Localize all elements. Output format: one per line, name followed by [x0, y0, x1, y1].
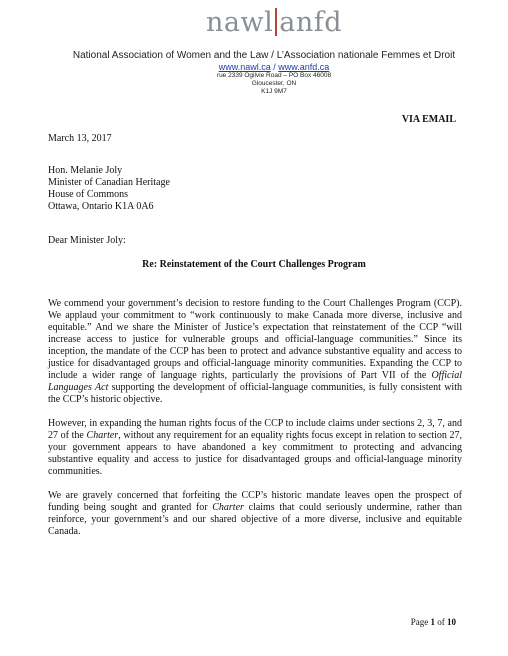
paragraph-3: We are gravely concerned that forfeiting the CCP’s historic mandate leaves open the prospect of funding being sought and granted for Charter claims that could seriously undermine, rather than reinforce, your government’s and our shared objective of a more diverse, inclusive and equitable Canada. — [48, 490, 462, 537]
paragraph-1: We commend your government’s decision to restore funding to the Court Challenges Program (CCP). We applaud your commitment to “work continuously to make Canada more diverse, inclusive and equitable.” And we share the Minister of Justice’s expectation that reinstatement of the CCP “will increase access to justice for vulnerable groups and official-language communities.” Since its inception, the mandate of the CCP has been to protect and advance substantive equality and access to justice for disadvantaged groups and official-language minority communities. Expanding the CCP to include a wider range of language rights, particularly the provisions of Part VII of the Official Languages Act supporting the development of official-language communities, is fully consistent with the CCP’s historic objective. — [48, 298, 462, 405]
recipient-block — [48, 165, 170, 213]
address-line-2: Gloucester, ON — [251, 80, 297, 87]
salutation: Dear Minister Joly: — [48, 235, 126, 246]
via-email-label: VIA EMAIL — [401, 114, 456, 125]
recipient-name: Hon. Melanie Joly — [48, 165, 123, 176]
letter-date: March 13, 2017 — [48, 133, 112, 144]
link-separator: / — [270, 62, 279, 72]
paragraph-2: However, in expanding the human rights focus of the CCP to include claims under sections 2, 3, 7, and 27 of the Charter, without any requirement for an equality rights focus except in relation to section 27, your government appears to have abandoned a key commitment to protecting and advancing substantive equality and access to justice for disadvantaged groups and official-language minority communities. — [48, 418, 463, 477]
letterhead — [0, 8, 508, 96]
subject-line: Re: Reinstatement of the Court Challenges Program — [142, 259, 366, 270]
link-nawl[interactable]: www.nawl.ca — [218, 62, 271, 72]
website-links — [40, 62, 508, 72]
recipient-title: Minister of Canadian Heritage — [48, 177, 170, 188]
logo-divider — [275, 8, 277, 36]
logo-text-left: nawl — [206, 7, 274, 38]
address-line-1: rue 2339 Ogilvie Road – PO Box 46008 — [216, 72, 332, 79]
link-anfd[interactable]: www.anfd.ca — [278, 62, 330, 72]
page-number: Page 1 of 10 — [410, 617, 456, 627]
nawl-anfd-logo — [40, 8, 508, 38]
letter-body — [48, 298, 462, 550]
logo-text-right: anfd — [279, 7, 342, 38]
organization-name: National Association of Women and the Law / L’Association nationale Femmes et Droit — [72, 50, 456, 61]
address-line-3: K1J 9M7 — [261, 88, 287, 95]
recipient-city: Ottawa, Ontario K1A 0A6 — [48, 201, 154, 212]
recipient-office: House of Commons — [48, 189, 128, 200]
